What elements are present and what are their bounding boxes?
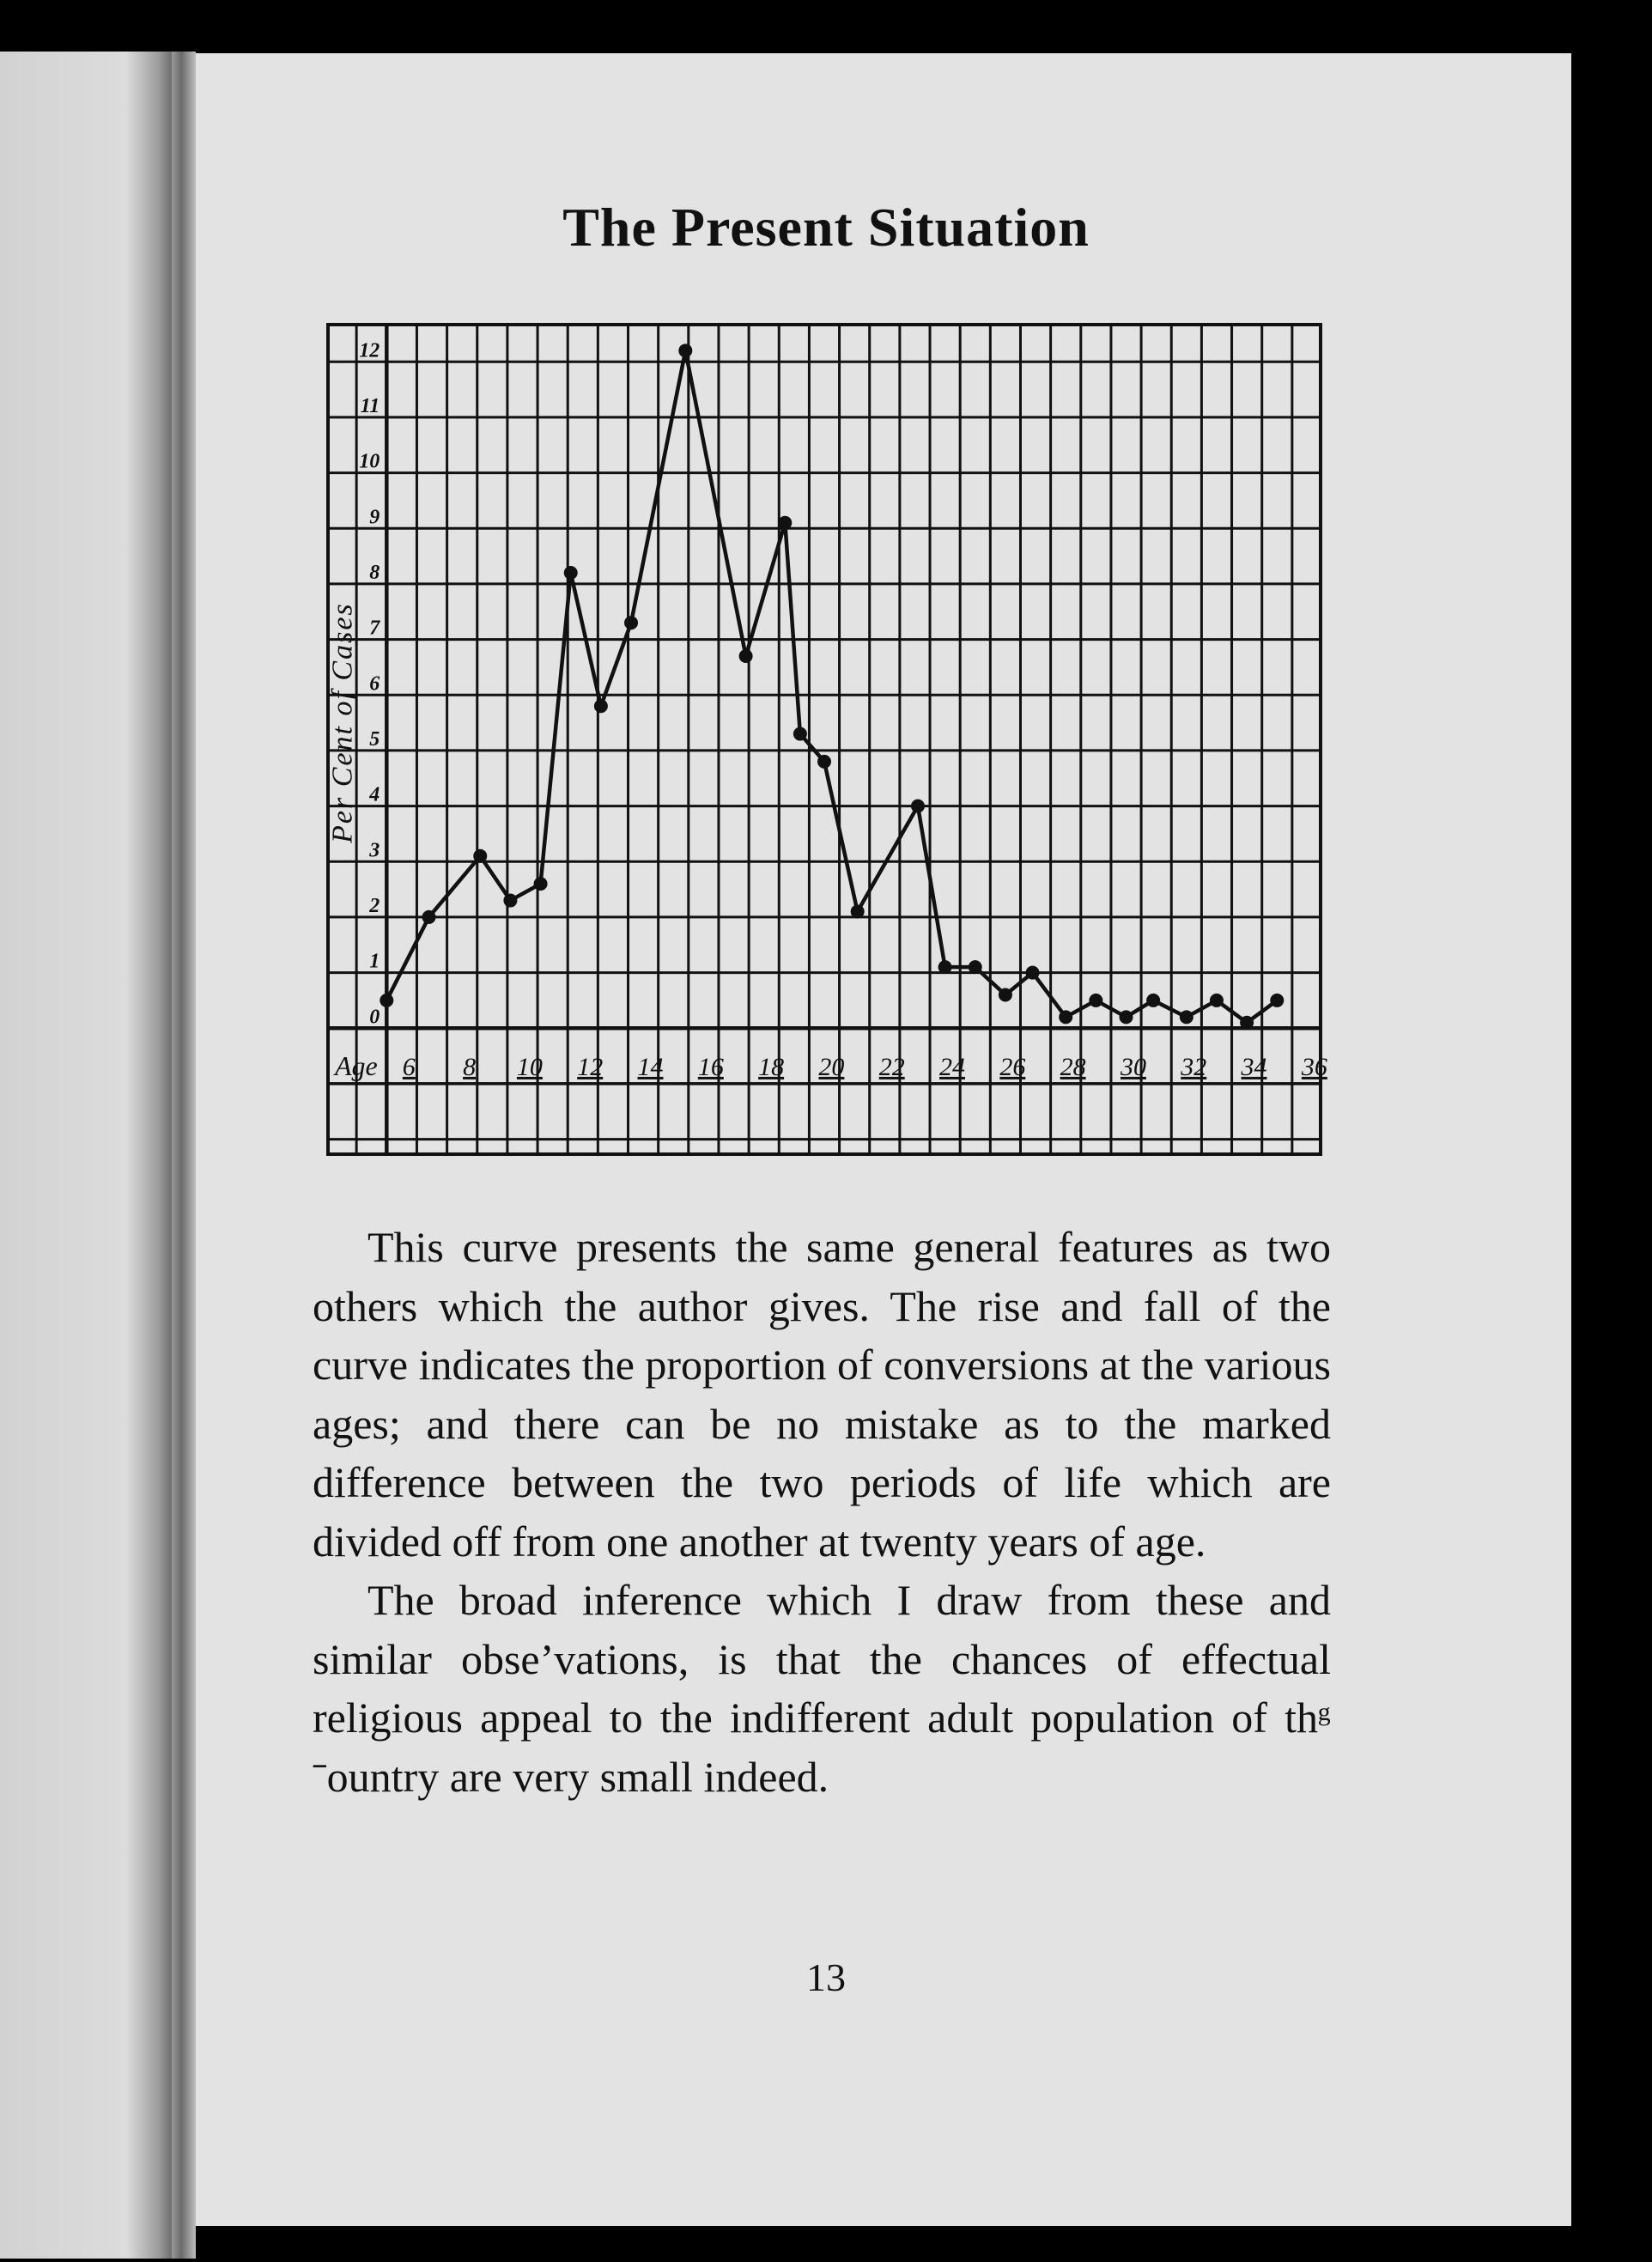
- data-point: [999, 988, 1012, 1001]
- data-point: [503, 894, 517, 908]
- y-tick-label: 2: [369, 894, 380, 917]
- data-point: [1210, 994, 1224, 1007]
- x-tick-label: 24: [939, 1052, 966, 1081]
- x-tick-label: 22: [878, 1052, 905, 1081]
- chart-tick-labels: [359, 339, 1327, 1081]
- data-point: [473, 849, 487, 863]
- paragraph-2: The broad inference which I draw from these and similar obseʼvations, is that the chances of effectual religious appeal to the indifferent adult population of thᵍ ˉountry are very small indeed.: [313, 1576, 1331, 1801]
- chart-svg: [326, 323, 1327, 1156]
- running-head: The Present Situation: [562, 197, 1090, 258]
- data-point: [1180, 1010, 1193, 1024]
- data-point: [969, 960, 982, 974]
- y-tick-label: 9: [369, 506, 380, 529]
- y-tick-label: 5: [369, 727, 380, 751]
- x-tick-label: 30: [1120, 1052, 1146, 1081]
- data-point: [1120, 1010, 1133, 1024]
- data-point: [911, 800, 925, 813]
- x-tick-label: 16: [697, 1052, 724, 1081]
- data-point: [594, 699, 608, 713]
- chart-grid: [326, 323, 1322, 1156]
- conversion-age-chart: [326, 323, 1327, 1156]
- x-axis-title: Age: [335, 1049, 378, 1081]
- data-point: [817, 755, 831, 769]
- x-tick-label: 26: [999, 1052, 1026, 1081]
- data-point: [739, 649, 753, 663]
- x-tick-label: 14: [637, 1052, 664, 1081]
- x-tick-label: 34: [1241, 1052, 1267, 1081]
- left-page-edge: [0, 52, 180, 2259]
- data-point: [1026, 966, 1040, 980]
- x-tick-label: 32: [1181, 1052, 1207, 1081]
- y-tick-label: 11: [360, 394, 380, 417]
- y-tick-label: 1: [369, 950, 380, 973]
- data-point: [851, 904, 865, 918]
- body-text: [313, 1218, 1331, 1806]
- page-number: 13: [806, 1955, 846, 1999]
- x-tick-label: 12: [577, 1052, 604, 1081]
- x-tick-label: 8: [463, 1052, 477, 1081]
- y-tick-label: 12: [359, 339, 380, 362]
- data-point: [564, 566, 578, 580]
- y-tick-label: 4: [369, 783, 380, 806]
- data-point: [678, 344, 692, 357]
- y-tick-label: 10: [359, 450, 380, 473]
- series-line: [386, 350, 1277, 1022]
- y-tick-label: 7: [369, 617, 380, 640]
- x-tick-label: 36: [1301, 1052, 1327, 1081]
- data-point: [938, 960, 952, 974]
- y-tick-label: 6: [369, 672, 380, 696]
- data-point: [534, 877, 548, 891]
- data-point: [380, 994, 393, 1007]
- data-point: [793, 727, 807, 741]
- x-tick-label: 10: [516, 1052, 543, 1081]
- book-gutter: [172, 52, 196, 2259]
- data-point: [624, 616, 638, 629]
- data-point: [1146, 994, 1160, 1007]
- data-point: [1270, 994, 1284, 1007]
- data-point: [1059, 1010, 1072, 1024]
- y-axis-title: Per Cent of Cases: [326, 602, 359, 843]
- data-point: [1240, 1016, 1254, 1030]
- paragraph-1: This curve presents the same general features as two others which the author gives. The rise and fall of the curve indicates the proportion of conversions at the various ages; and there can be no mistake as to the marked difference between the two periods of life which are divided off from one another at twenty years of age.: [313, 1223, 1331, 1566]
- x-tick-label: 28: [1060, 1052, 1086, 1081]
- x-tick-label: 20: [818, 1052, 845, 1081]
- x-tick-label: 18: [758, 1052, 785, 1081]
- data-point: [778, 516, 792, 530]
- chart-series: [380, 344, 1284, 1029]
- data-point: [422, 910, 436, 924]
- x-tick-label: 6: [402, 1052, 416, 1081]
- y-tick-label: 8: [369, 561, 380, 584]
- y-tick-label: 3: [369, 839, 380, 862]
- data-point: [1089, 994, 1102, 1007]
- y-tick-label: 0: [369, 1006, 380, 1029]
